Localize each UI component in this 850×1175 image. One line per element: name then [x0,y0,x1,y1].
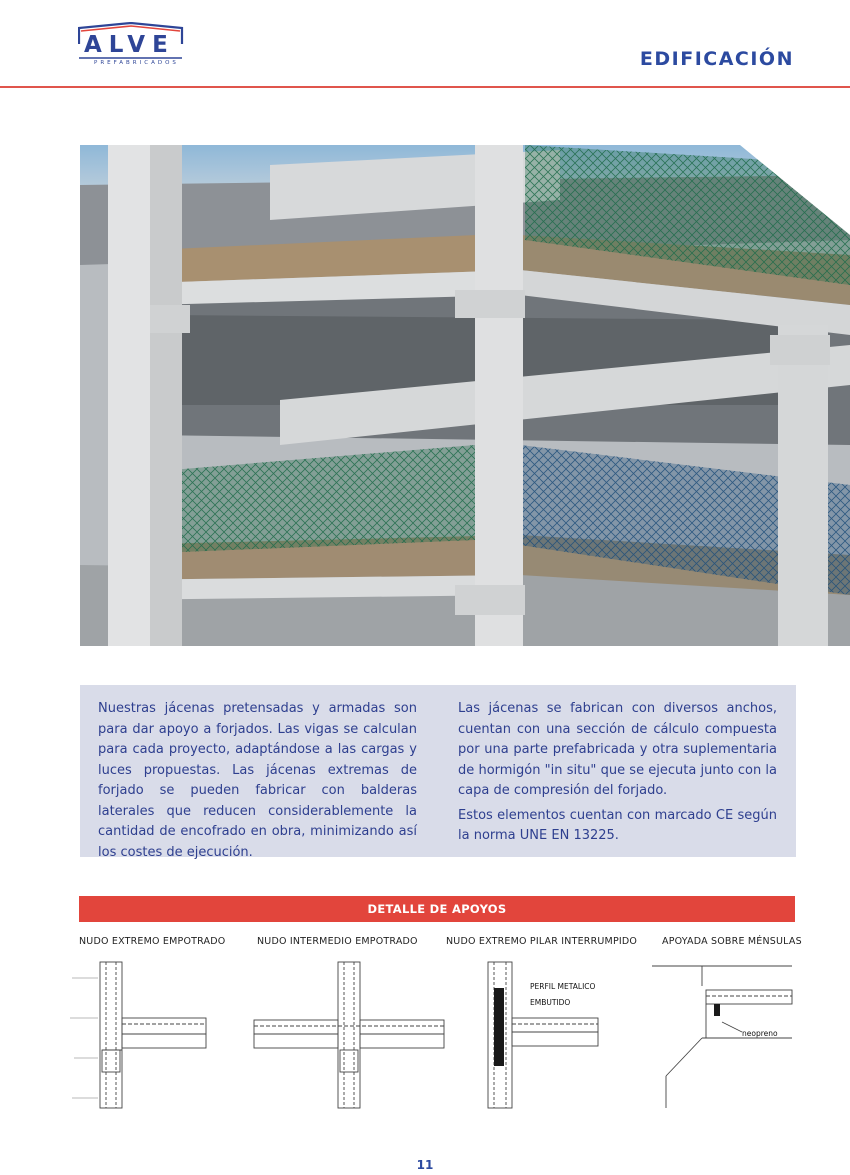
construction-photo [80,145,850,646]
embedded-steel-profile [494,988,504,1066]
section-title: EDIFICACIÓN [639,48,794,70]
neoprene-pad [714,1004,720,1016]
description-column-right [458,699,777,851]
detail-label-3: NUDO EXTREMO PILAR INTERRUMPIDO [446,936,638,947]
page-number: 11 [416,1158,434,1172]
annotation-embutido: EMBUTIDO [530,998,571,1007]
description-paragraph: Nuestras jácenas pretensadas y armadas son para dar apoyo a forjados. Las vigas se calculan para cada proyecto, adaptándose a las cargas y luces propuestas. Las jácenas extremas de forjado se pueden fabricar con balderas laterales que reducen considerablemente la cantidad de encofrado en obra, minimizando así los costes de ejecución. [98,701,417,860]
detail-label-1: NUDO EXTREMO EMPOTRADO [79,936,226,947]
diagram-nudo-intermedio-empotrado [252,958,448,1110]
logo-wordmark: ALVE [84,32,175,58]
detail-label-4: APOYADA SOBRE MÉNSULAS [662,936,802,947]
alve-logo [78,22,184,72]
diagram-apoyada-sobre-mensulas [650,958,796,1110]
annotation-perfil-metalico: PERFIL METALICO [530,982,596,991]
description-column-left [98,699,417,867]
logo-subtitle: PREFABRICADOS [94,60,179,66]
diagram-nudo-extremo-empotrado [62,958,222,1110]
annotation-neopreno: neopreno [742,1029,778,1038]
diagram-nudo-extremo-pilar-interrumpido [478,958,604,1110]
detail-label-2: NUDO INTERMEDIO EMPOTRADO [257,936,418,947]
header-divider [0,86,850,88]
description-paragraph: Las jácenas se fabrican con diversos anchos, cuentan con una sección de cálculo compuesta por una parte prefabricada y otra suplementaria de hormigón "in situ" que se ejecuta junto con la capa de compresión del forjado. [458,701,777,798]
ce-marking-paragraph: Estos elementos cuentan con marcado CE según la norma UNE EN 13225. [458,807,777,843]
description-box [80,685,796,860]
details-title-bar: DETALLE DE APOYOS [79,896,795,922]
construction-photo-icon [80,145,850,646]
